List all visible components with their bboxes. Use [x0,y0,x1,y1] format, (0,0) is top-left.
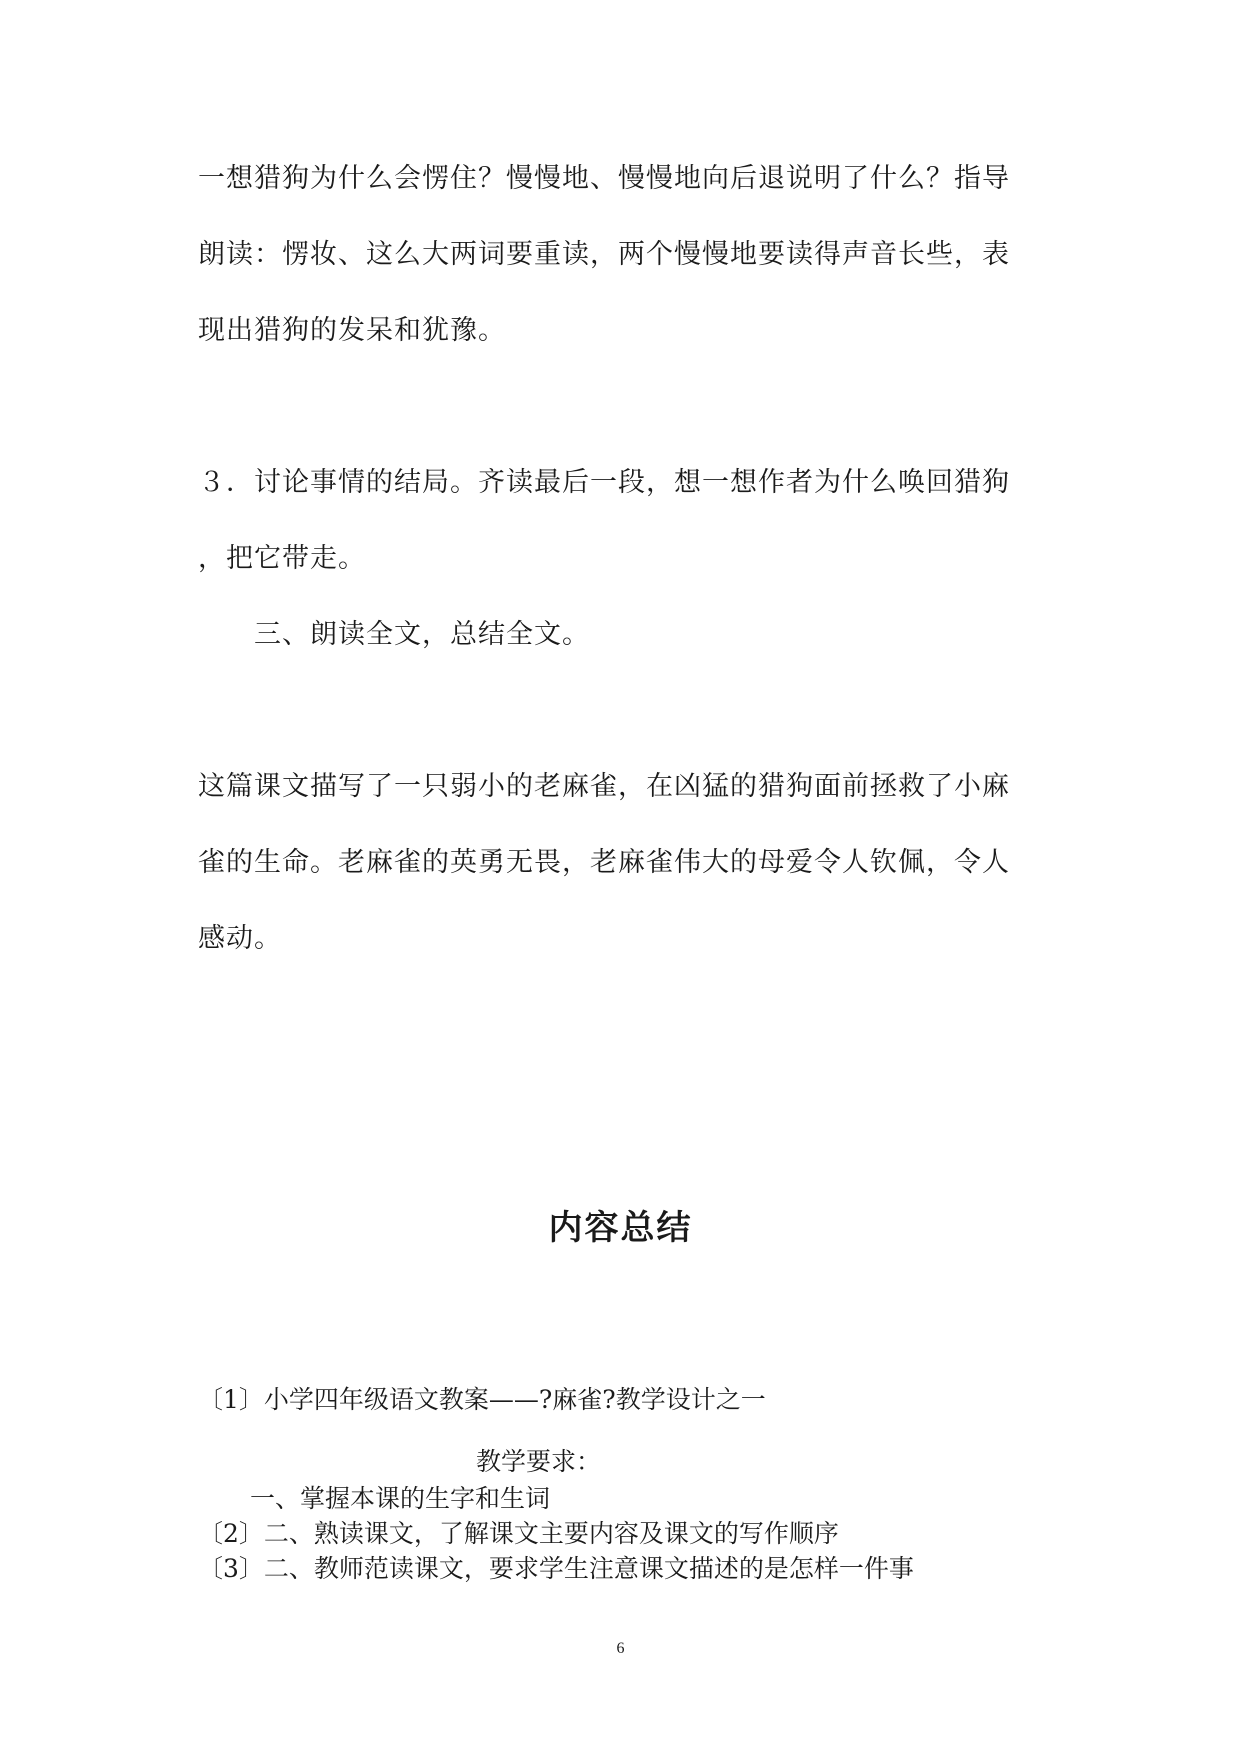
body-line-1: 一想猎狗为什么会愣住？慢慢地、慢慢地向后退说明了什么？指导 [198,163,1010,194]
body-line-2: 朗读：愣妆、这么大两词要重读，两个慢慢地要读得声音长些，表 [198,239,1010,270]
summary-heading: 内容总结 [548,1208,693,1248]
summary-item-5: 〔3〕二、教师范读课文，要求学生注意课文描述的是怎样一件事 [198,1554,914,1583]
body-line-5: ，把它带走。 [198,543,366,574]
page-number: 6 [616,1640,625,1657]
body-line-3: 现出猎狗的发呆和犹豫。 [198,315,506,346]
body-line-4: ３．讨论事情的结局。齐读最后一段，想一想作者为什么唤回猎狗 [198,467,1010,498]
summary-item-2: 教学要求： [476,1447,602,1476]
summary-item-3: 一、掌握本课的生字和生词 [250,1484,551,1513]
body-line-9: 感动。 [198,923,282,954]
body-line-7: 这篇课文描写了一只弱小的老麻雀，在凶猛的猎狗面前拯救了小麻 [198,771,1010,802]
body-line-8: 雀的生命。老麻雀的英勇无畏，老麻雀伟大的母爱令人钦佩，令人 [198,847,1010,878]
summary-item-1: 〔1〕小学四年级语文教案——?麻雀?教学设计之一 [198,1385,766,1414]
body-line-6: 三、朗读全文，总结全文。 [254,619,590,650]
summary-item-4: 〔2〕二、熟读课文，了解课文主要内容及课文的写作顺序 [198,1519,839,1548]
